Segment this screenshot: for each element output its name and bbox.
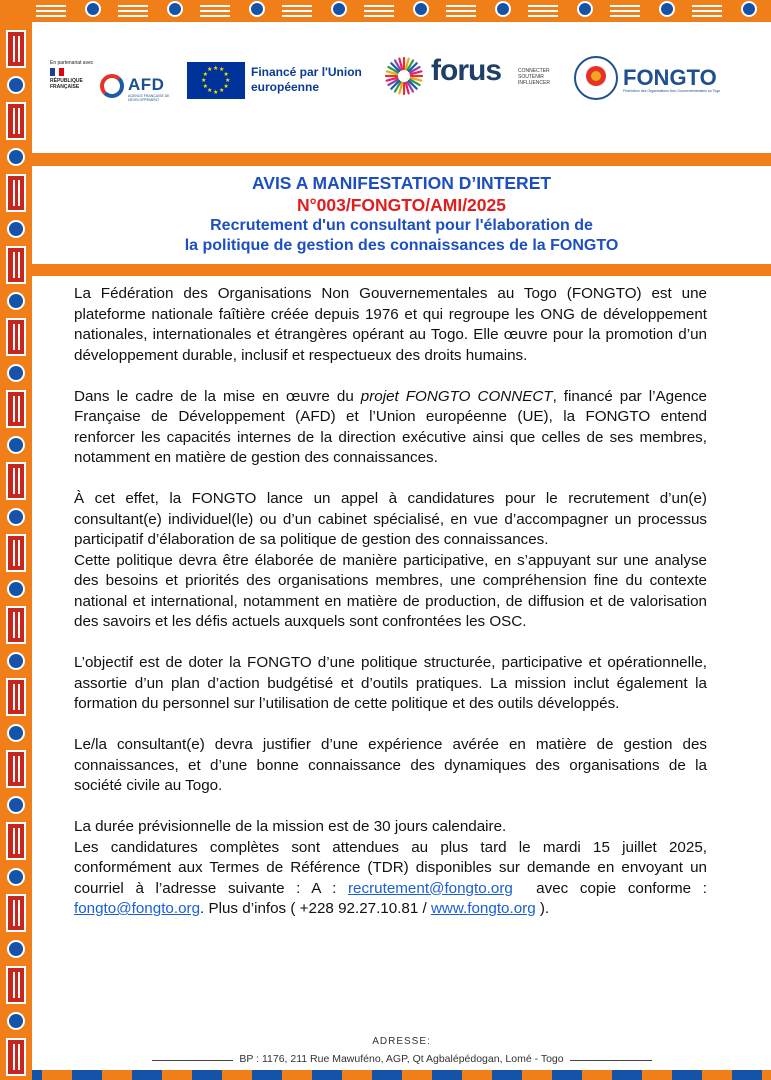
paragraph-objective: L’objectif est de doter la FONGTO d’une politique structurée, participative et opérationnelle, assortie d’un plan d’action budgétisé et d’outils pratiques. La mission inclut également la formation du personnel sur l’utilisation de cette politique et des outils développés. [74,654,707,712]
forus-name: forus [431,54,501,87]
title-divider-band [32,264,771,276]
border-dot [7,292,25,310]
border-dot [7,940,25,958]
paragraph-context: Dans le cadre de la mise en œuvre du projet FONGTO CONNECT, financé par l’Agence Française de Développement (AFD) et l’Union européenne (UE), la FONGTO entend renforcer les capacités internes de la direction exécutive ainsi que celles de ses membres, notamment en matière de gestion des connaissances. [74,387,707,466]
border-dot [413,1,429,17]
address-line [32,1052,771,1068]
border-dot [7,652,25,670]
paragraph-deadline: Les candidatures complètes sont attendues au plus tard le mardi 15 juillet 2025, conformément aux Termes de Référence (TDR) disponibles sur demande en envoyant un courriel à l’adresse suivante : A : recrutement@fongto.org avec copie conforme : fongto@fongto.org. Plus d’infos ( +228 92.27.10.81 / www.fongto.org ). [74,838,712,917]
left-decorative-border [0,0,32,1080]
afd-subtitle: AGENCE FRANÇAISE DE DÉVELOPPEMENT [128,94,170,102]
border-dot [85,1,101,17]
border-dot [167,1,183,17]
forus-tagline: CONNECTER SOUTENIR INFLUENCER [518,68,550,86]
border-bar [6,894,26,932]
border-dot [7,1012,25,1030]
border-bar [6,462,26,500]
border-dot [577,1,593,17]
notice-title-block [32,172,771,256]
border-bar [6,822,26,860]
partner-logos [44,40,734,120]
border-stripe [282,2,312,18]
border-dot [7,148,25,166]
afd-circle-icon [100,74,124,98]
border-bar [6,102,26,140]
border-dot [7,508,25,526]
french-flag-icon [50,68,64,76]
forus-sun-icon [384,56,424,96]
paragraph-duration: La durée prévisionnelle de la mission est de 30 jours calendaire. [74,818,507,835]
border-bar [6,30,26,68]
border-stripe [610,2,640,18]
notice-title: AVIS A MANIFESTATION D’INTERET [251,173,552,193]
border-dot [659,1,675,17]
border-dot [7,724,25,742]
border-bar [6,318,26,356]
notice-reference: N°003/FONGTO/AMI/2025 [297,195,506,215]
notice-subject-line-2: la politique de gestion des connaissances de la FONGTO [184,237,619,254]
eu-funding-text: Financé par l'Union européenne [251,65,362,94]
border-dot [7,436,25,454]
border-stripe [528,2,558,18]
border-dot [249,1,265,17]
address-text: BP : 1176, 211 Rue Mawuféno, AGP, Qt Agbalépédogan, Lomé - Togo [233,1053,569,1065]
border-dot [7,76,25,94]
fongto-emblem-icon [574,56,618,100]
border-bar [6,534,26,572]
fongto-name: FONGTO [623,65,717,90]
border-dot [331,1,347,17]
bottom-decorative-border [32,1070,771,1080]
project-name: projet FONGTO CONNECT [360,387,553,405]
address-label: ADRESSE: [372,1036,431,1047]
notice-subject-line-1: Recrutement d'un consultant pour l'élaboration de [210,217,593,234]
fongto-subtitle: Fédération des Organisations Non Gouvernementales au Togo [623,89,721,93]
paragraph-intro: La Fédération des Organisations Non Gouvernementales au Togo (FONGTO) est une plateforme nationale faîtière créée depuis 1976 et qui regroupe les ONG de développement nationales, internationales et étrangères opérant au Togo. Elle œuvre pour la promotion d’un développement durable, inclusif et respectueux des droits humains. [74,285,707,364]
border-dot [7,796,25,814]
paragraph-profile: Le/la consultant(e) devra justifier d’une expérience avérée en matière de gestion des connaissances, et d’une bonne connaissance des dynamiques des organisations de la société civile au Togo. [74,736,707,794]
border-dot [7,220,25,238]
border-dot [7,868,25,886]
border-bar [6,966,26,1004]
border-dot [7,364,25,382]
border-stripe [692,2,722,18]
recruitment-email-link[interactable]: recrutement@fongto.org [348,879,513,897]
afd-name: AFD [128,75,165,94]
top-decorative-border [0,0,771,22]
border-stripe [200,2,230,18]
website-link[interactable]: www.fongto.org [430,900,536,917]
border-bar [6,606,26,644]
notice-body [74,284,712,920]
border-stripe [364,2,394,18]
border-dot [741,1,757,17]
eu-flag-icon: ★ ★ ★ ★ ★ ★ ★ ★ ★ ★ ★ ★ [187,62,245,99]
paragraph-call: À cet effet, la FONGTO lance un appel à candidatures pour le recrutement d’un(e) consultant(e) individuel(le) ou d’un cabinet spécialisé, en vue d’accompagner un processus participatif d’élaboration de sa politique de gestion des connaissances. [74,490,707,548]
partner-note: En partenariat avec [50,60,94,66]
border-dot [7,580,25,598]
republique-francaise-logo [50,60,93,90]
header-divider-band [32,153,771,166]
republique-text: RÉPUBLIQUE FRANÇAISE [50,78,83,90]
border-stripe [118,2,148,18]
border-bar [6,390,26,428]
paragraph-policy: Cette politique devra être élaborée de manière participative, en s’appuyant sur une analyse des besoins et priorités des organisations membres, une compréhension fine du contexte national et international, notamment en matière de production, de diffusion et de valorisation des savoirs et les défis actuels auxquels sont confrontées les OSC. [74,551,707,630]
border-bar [6,246,26,284]
copy-email-link[interactable]: fongto@fongto.org [74,900,201,917]
border-dot [495,1,511,17]
border-bar [6,1038,26,1076]
border-stripe [446,2,476,18]
border-bar [6,678,26,716]
border-bar [6,174,26,212]
border-bar [6,750,26,788]
border-stripe [36,2,66,18]
